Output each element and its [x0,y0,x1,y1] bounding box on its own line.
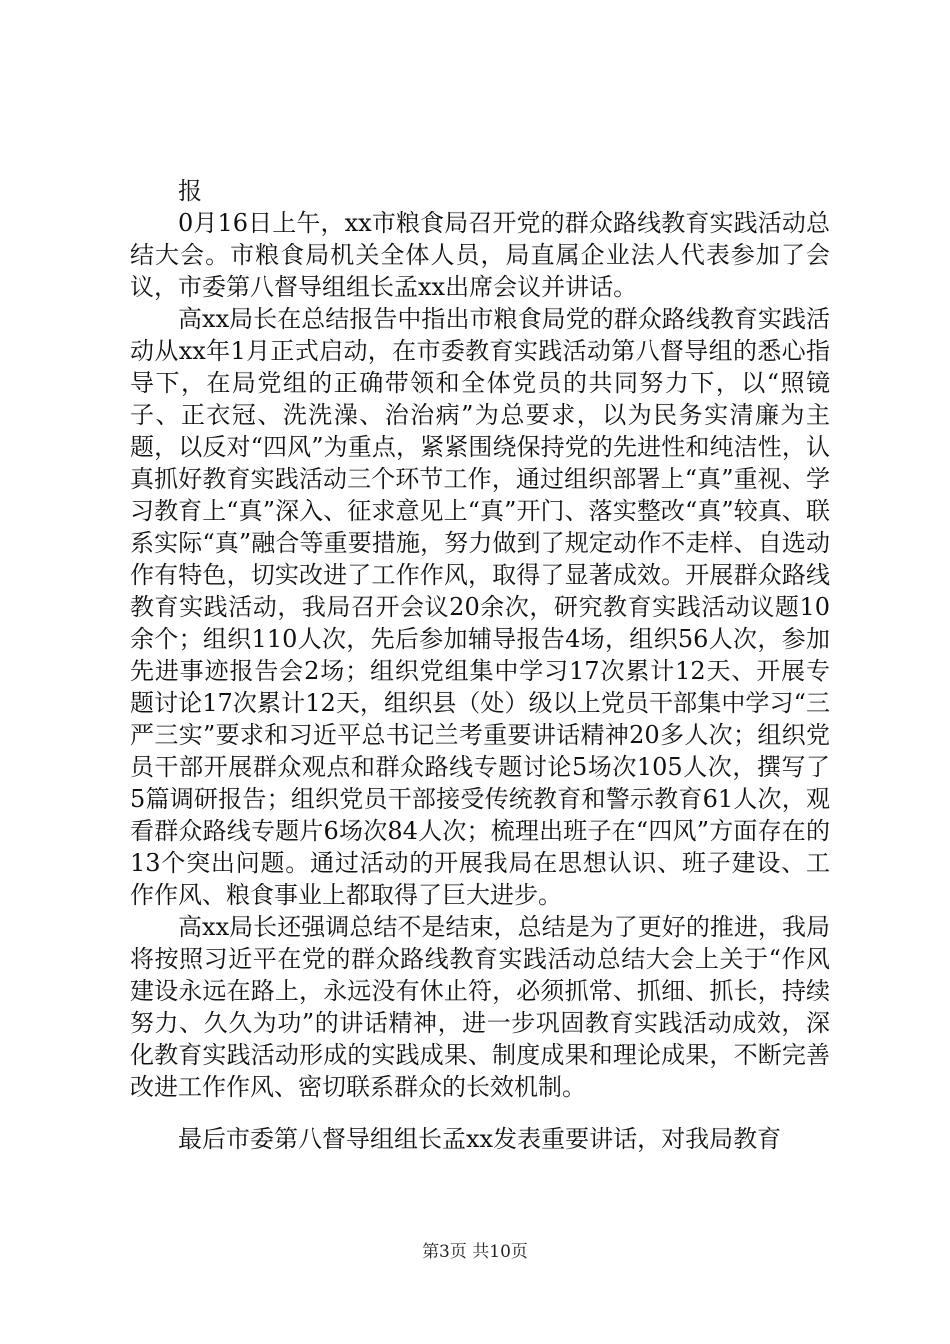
paragraph-meeting-summary: 0月16日上午，xx市粮食局召开党的群众路线教育实践活动总结大会。市粮食局机关全体人员，局直属企业法人代表参加了会议，市委第八督导组组长孟xx出席会议并讲话。 [130,209,830,301]
document-body [130,175,830,1155]
paragraph-report-details: 高xx局长在总结报告中指出市粮食局党的群众路线教育实践活动从xx年1月正式启动，在市委教育实践活动第八督导组的悉心指导下，在局党组的正确带领和全体党员的共同努力下，以“照镜子、正衣冠、洗洗澡、治治病”为总要求，以为民务实清廉为主题，以反对“四风”为重点，紧紧围绕保持党的先进性和纯洁性，认真抓好教育实践活动三个环节工作，通过组织部署上“真”重视、学习教育上“真”深入、征求意见上“真”开门、落实整改“真”较真、联系实际“真”融合等重要措施，努力做到了规定动作不走样、自选动作有特色，切实改进了工作作风，取得了显著成效。开展群众路线教育实践活动，我局召开会议20余次，研究教育实践活动议题10余个；组织110人次，先后参加辅导报告4场，组织56人次，参加先进事迹报告会2场；组织党组集中学习17次累计12天、开展专题讨论17次累计12天，组织县（处）级以上党员干部集中学习“三严三实”要求和习近平总书记兰考重要讲话精神20多人次；组织党员干部开展群众观点和群众路线专题讨论5场次105人次，撰写了5篇调研报告；组织党员干部接受传统教育和警示教育61人次，观看群众路线专题片6场次84人次；梳理出班子在“四风”方面存在的13个突出问题。通过活动的开展我局在思想认识、班子建设、工作作风、粮食事业上都取得了巨大进步。 [130,305,830,909]
paragraph-next-steps: 高xx局长还强调总结不是结束，总结是为了更好的推进，我局将按照习近平在党的群众路线教育实践活动总结大会上关于“作风建设永远在路上，永远没有休止符，必须抓常、抓细、抓长，持续努力、久久为功”的讲话精神，进一步巩固教育实践活动成效，深化教育实践活动形成的实践成果、制度成果和理论成果，不断完善改进工作作风、密切联系群众的长效机制。 [130,913,830,1101]
page-number-label: 第3页 共10页 [422,1242,528,1262]
paragraph-closing-speech: 最后市委第八督导组组长孟xx发表重要讲话，对我局教育 [178,1125,782,1153]
page-footer [0,1242,950,1262]
paragraph-heading-fragment: 报 [178,177,202,205]
